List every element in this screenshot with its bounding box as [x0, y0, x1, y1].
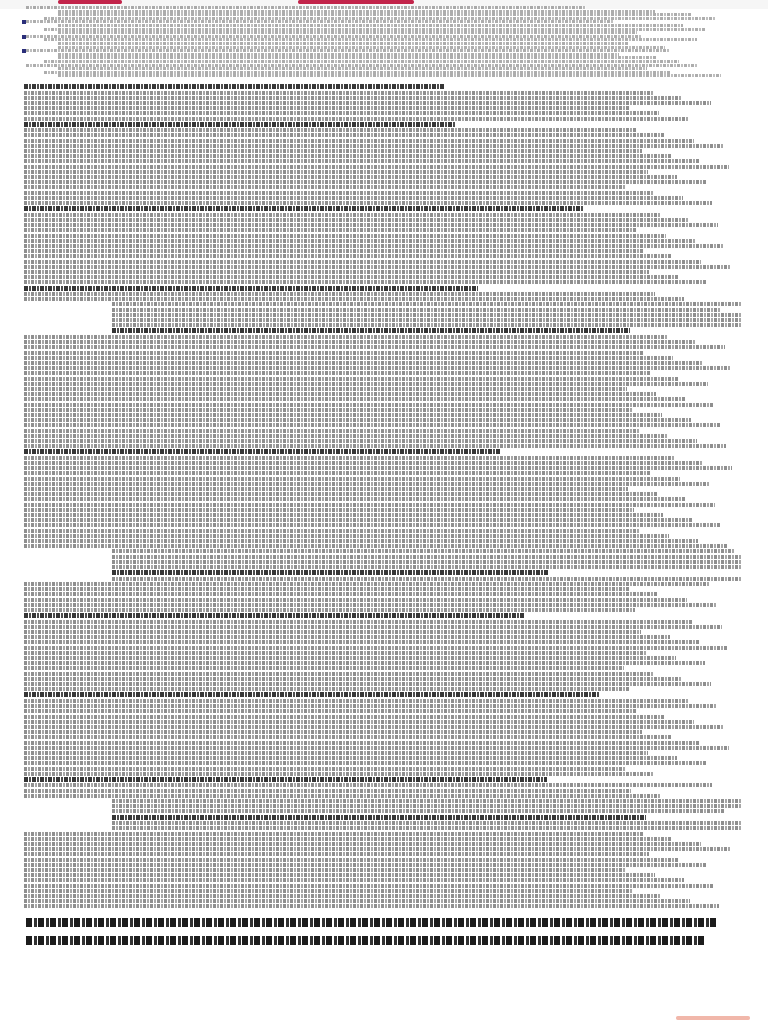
body-text-line — [24, 408, 633, 412]
toc-line — [44, 60, 679, 63]
body-text-line — [112, 302, 742, 306]
scroll-indicator[interactable] — [676, 1016, 750, 1020]
section-heading-line — [24, 777, 547, 782]
body-text-line — [24, 265, 730, 269]
body-text-line — [24, 672, 653, 676]
body-text-line — [24, 858, 678, 862]
body-text-line — [24, 397, 685, 401]
body-text-line — [24, 351, 644, 355]
toc-line — [44, 28, 706, 31]
body-text-line — [24, 185, 625, 189]
body-text-line — [24, 139, 694, 143]
body-text-line — [24, 789, 631, 793]
body-text-line — [24, 111, 659, 115]
body-text-line — [24, 101, 711, 105]
section-heading-line — [24, 613, 524, 618]
body-text-line — [24, 598, 687, 602]
body-text-line — [24, 868, 626, 872]
toc-line — [26, 35, 642, 38]
body-text-line — [24, 223, 718, 227]
section-heading-line — [24, 286, 478, 291]
toc-line — [44, 71, 670, 74]
body-text-line — [24, 873, 655, 877]
body-text-line — [24, 725, 723, 729]
body-text-line — [24, 239, 695, 243]
body-text-line — [24, 413, 662, 417]
document-page — [22, 6, 742, 958]
body-text-line — [24, 720, 694, 724]
body-text-line — [24, 254, 672, 258]
body-text-line — [24, 608, 635, 612]
body-text-line — [24, 270, 649, 274]
toc-line — [44, 17, 715, 20]
body-text-line — [24, 582, 710, 586]
body-text-line — [24, 894, 661, 898]
body-text-line — [24, 423, 720, 427]
body-text-line — [24, 899, 690, 903]
body-text-line — [24, 878, 684, 882]
body-text-line — [24, 847, 730, 851]
body-text-line — [24, 625, 722, 629]
section-heading-line — [112, 815, 646, 820]
body-text-line — [24, 539, 698, 543]
body-text-line — [24, 165, 729, 169]
body-text-line — [24, 735, 671, 739]
body-text-line — [112, 799, 742, 803]
body-text-line — [24, 356, 673, 360]
body-text-line — [24, 666, 624, 670]
body-text-line — [24, 244, 724, 248]
toc-line — [58, 56, 656, 59]
body-text-line — [24, 889, 632, 893]
body-text-line — [24, 715, 665, 719]
section-heading-line — [24, 692, 599, 697]
body-text-line — [24, 444, 726, 448]
body-text-line — [24, 682, 711, 686]
toc-line — [58, 67, 647, 70]
body-text-line — [24, 746, 729, 750]
body-text-line — [24, 154, 671, 158]
body-text-line — [24, 371, 650, 375]
body-text-line — [24, 677, 682, 681]
body-text-line — [24, 366, 731, 370]
body-text-line — [24, 461, 703, 465]
section-heading-line — [24, 84, 444, 89]
section-heading-line — [24, 206, 583, 211]
body-text-line — [24, 213, 660, 217]
body-text-line — [24, 783, 712, 787]
toc-line — [58, 74, 721, 77]
body-text-line — [24, 434, 668, 438]
section-heading-line — [24, 122, 455, 127]
body-text-line — [24, 345, 725, 349]
toc-line — [26, 20, 614, 23]
body-text-line — [24, 529, 640, 533]
body-text-line — [24, 794, 660, 798]
body-text-line — [24, 275, 678, 279]
large-heading-line — [26, 936, 706, 945]
body-text-line — [112, 565, 742, 569]
body-text-line — [24, 133, 665, 137]
section-heading-line — [112, 570, 548, 575]
header-accent-mark — [298, 0, 414, 4]
body-text-line — [24, 863, 707, 867]
body-text-line — [24, 175, 677, 179]
toc-line — [26, 64, 698, 67]
toc-line — [44, 38, 697, 41]
body-text-line — [24, 904, 719, 908]
body-text-line — [24, 439, 697, 443]
body-text-line — [24, 96, 682, 100]
body-text-line — [24, 106, 630, 110]
body-text-line — [24, 297, 684, 301]
body-text-line — [24, 201, 712, 205]
toc-line — [26, 49, 670, 52]
body-text-line — [112, 313, 742, 317]
body-text-line — [24, 832, 643, 836]
body-text-line — [24, 620, 693, 624]
body-text-line — [24, 544, 727, 548]
body-text-line — [24, 699, 688, 703]
toc-line — [58, 24, 683, 27]
body-text-line — [24, 292, 655, 296]
body-text-line — [112, 577, 742, 581]
body-text-line — [24, 730, 642, 734]
body-text-line — [24, 482, 709, 486]
body-text-line — [24, 651, 647, 655]
body-text-line — [24, 656, 676, 660]
toc-line — [58, 10, 655, 13]
toc-line — [58, 42, 628, 45]
body-text-line — [112, 809, 725, 813]
section-heading-line — [112, 328, 630, 333]
body-text-line — [112, 821, 742, 825]
body-text-line — [24, 249, 643, 253]
body-text-line — [24, 492, 657, 496]
toc-line — [58, 53, 619, 56]
body-text-line — [24, 842, 701, 846]
body-text-line — [24, 382, 708, 386]
body-text-line — [24, 180, 706, 184]
body-text-line — [24, 149, 642, 153]
body-text-line — [24, 884, 713, 888]
toc-line — [58, 13, 692, 16]
body-text-line — [24, 508, 634, 512]
large-heading-line — [26, 918, 716, 927]
body-text-line — [112, 560, 742, 564]
body-text-line — [24, 387, 627, 391]
body-text-line — [24, 518, 692, 522]
body-text-line — [24, 767, 625, 771]
toc-line — [58, 46, 665, 49]
body-text-line — [24, 466, 732, 470]
body-text-line — [24, 687, 630, 691]
body-text-line — [24, 234, 666, 238]
body-text-line — [24, 603, 716, 607]
body-text-line — [24, 661, 705, 665]
body-text-line — [24, 646, 728, 650]
body-text-line — [24, 630, 641, 634]
body-text-line — [24, 704, 717, 708]
body-text-line — [24, 837, 672, 841]
body-text-line — [24, 335, 667, 339]
body-text-line — [24, 534, 669, 538]
body-text-line — [24, 640, 699, 644]
body-text-line — [24, 117, 688, 121]
body-text-line — [24, 403, 714, 407]
body-text-line — [24, 477, 680, 481]
body-text-line — [24, 761, 706, 765]
toc-line — [26, 6, 586, 9]
body-text-line — [24, 772, 654, 776]
body-text-line — [112, 308, 720, 312]
header-accent-mark — [58, 0, 122, 4]
body-text-line — [112, 323, 742, 327]
body-text-line — [24, 709, 636, 713]
body-text-line — [24, 340, 696, 344]
body-text-line — [24, 144, 723, 148]
body-text-line — [112, 826, 742, 830]
body-text-line — [24, 513, 663, 517]
section-heading-line — [24, 449, 501, 454]
body-text-line — [24, 191, 654, 195]
body-text-line — [24, 429, 639, 433]
body-text-line — [24, 128, 636, 132]
body-text-line — [24, 392, 656, 396]
body-text-line — [24, 361, 702, 365]
body-text-line — [24, 471, 651, 475]
body-text-line — [112, 555, 742, 559]
body-text-line — [24, 456, 674, 460]
body-text-line — [24, 497, 686, 501]
toc-line — [58, 31, 637, 34]
body-text-line — [112, 318, 742, 322]
body-text-line — [24, 852, 649, 856]
body-text-line — [24, 91, 653, 95]
body-text-line — [24, 280, 707, 284]
body-text-line — [24, 228, 637, 232]
body-text-line — [24, 159, 700, 163]
body-text-line — [24, 377, 679, 381]
body-text-line — [24, 635, 670, 639]
body-text-line — [112, 804, 742, 808]
body-text-line — [24, 751, 648, 755]
body-text-line — [24, 587, 629, 591]
body-text-line — [24, 487, 628, 491]
body-text-line — [24, 260, 701, 264]
body-text-line — [24, 503, 715, 507]
body-text-line — [24, 756, 677, 760]
body-text-line — [24, 523, 721, 527]
body-text-line — [24, 218, 689, 222]
body-text-line — [24, 170, 648, 174]
body-text-line — [24, 592, 658, 596]
body-text-line — [24, 741, 700, 745]
body-text-line — [112, 549, 734, 553]
body-text-line — [24, 196, 683, 200]
body-text-line — [24, 418, 691, 422]
